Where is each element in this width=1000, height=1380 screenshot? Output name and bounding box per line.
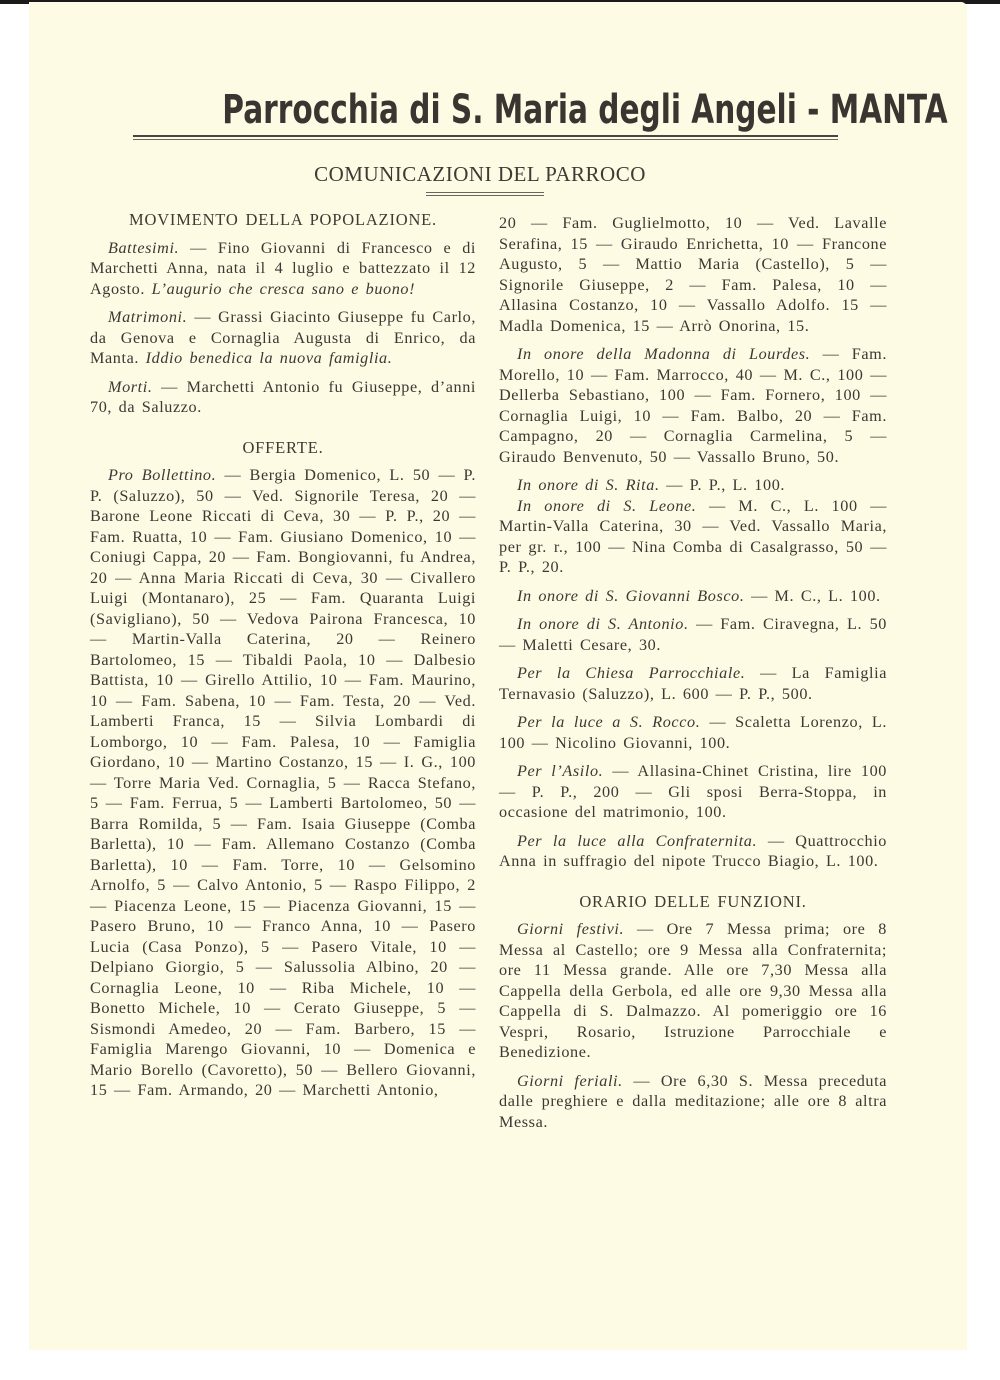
entry-lead: In onore di S. Rita. xyxy=(517,476,660,494)
entry-rocco xyxy=(499,712,887,753)
page-subtitle: COMUNICAZIONI DEL PARROCO xyxy=(314,162,646,186)
subtitle-double-rule xyxy=(426,192,544,196)
entry-lead: In onore di S. Giovanni Bosco. xyxy=(517,586,745,605)
entry-lead: Battesimi. xyxy=(108,238,180,257)
entry-lead: Giorni festivi. xyxy=(517,920,625,938)
heading-orario: ORARIO DELLE FUNZIONI. xyxy=(579,891,807,911)
entry-festivi xyxy=(499,919,887,1063)
entry-morti xyxy=(90,377,476,418)
entry-text: — M. C., L. 100 — Martin-Valla Caterina, 30 — Ved. Vassallo Maria, per gr. r., 100 — Nina Comba di Casalgrasso, 50 — P. P., 20. xyxy=(499,496,887,576)
entry-text: — Ore 7 Messa prima; ore 8 Messa al Castello; ore 9 Messa alla Confraternita; ore 11 Messa grande. Alle ore 7,30 Messa alla Cappella della Gerbola, ed alle ore 9,30 Messa alla Cappella di S. Dalmazzo. Al pomeriggio ore 16 Vespri, Rosario, Istruzione Parrocchiale e Benedizione. xyxy=(499,920,887,1061)
entry-text: — Ore 6,30 S. Messa preceduta dalle preghiere e dalla meditazione; alle ore 8 altra Messa. xyxy=(499,1071,887,1131)
section-gap xyxy=(499,880,887,892)
entry-wish: Iddio benedica la nuova famiglia. xyxy=(145,349,393,367)
entry-text: — Scaletta Lorenzo, L. 100 — Nicolino Giovanni, 100. xyxy=(499,713,887,752)
entry-lourdes xyxy=(499,344,887,467)
entry-lead: In onore della Madonna di Lourdes. xyxy=(517,345,811,363)
entry-lead: Morti. xyxy=(108,377,153,396)
entry-text: — La Famiglia Ternavasio (Saluzzo), L. 600 — P. P., 500. xyxy=(499,664,887,703)
entry-text: — Bergia Domenico, L. 50 — P. P. (Saluzzo), 50 — Ved. Signorile Teresa, 20 — Barone Leone Riccati di Ceva, 30 — P. P., 20 — Fam. Ruatta, 10 — Fam. Giusiano Domenico, 10 — Coniugi Cappa, 20 — Fam. Bongiovanni, fu Andrea, 20 — Anna Maria Riccati di Ceva, 30 — Civallero Luigi (Montanaro), 25 — Fam. Quaranta Luigi (Savigliano), 50 — Vedova Pairona Francesca, 10 — Martin-Valla Caterina, 20 — Reinero Bartolomeo, 15 — Tibaldi Paola, 10 — Dalbesio Battista, 10 — Girello Attilio, 10 — Fam. Maurino, 10 — Fam. Sabena, 10 — Fam. Testa, 20 — Ved. Lamberti Franca, 15 — Silvia Lombardi di Lomborgo, 10 — Fam. Palesa, 10 — Famiglia Giordano, 10 — Martino Costanzo, 15 — I. G., 100 — Torre Maria Ved. Cornaglia, 5 — Racca Stefano, 5 — Fam. Ferrua, 5 — Lamberti Bartolomeo, 50 — Barra Romilda, 5 — Fam. Isaia Giuseppe (Comba Barletta), 10 — Fam. Allemano Costanzo (Comba Barletta), 10 — Fam. Torre, 10 — Gelsomino Arnolfo, 5 — Calvo Antonio, 5 — Raspo Filippo, 2 — Piacenza Leone, 15 — Piacenza Giovanni, 15 — Pasero Bruno, 10 — Franco Anna, 10 — Pasero Lucia (Casa Ponzo), 5 — Pasero Vitale, 10 — Delpiano Giorgio, 5 — Salussolia Albino, 20 — Cornaglia Leone, 10 — Riba Michele, 10 — Bonetto Michele, 10 — Cerato Giuseppe, 5 — Sismondi Amedeo, 20 — Fam. Barbero, 15 — Famiglia Marengo Giovanni, 10 — Domenica e Mario Borello (Cavoretto), 50 — Bellero Giovanni, 15 — Fam. Armando, 20 — Marchetti Antonio, xyxy=(90,466,476,1099)
section-gap xyxy=(90,426,476,438)
entry-lead: Per la Chiesa Parrocchiale. xyxy=(517,664,746,682)
entry-lead: In onore di S. Leone. xyxy=(517,496,697,515)
entry-text: — M. C., L. 100. xyxy=(744,586,881,605)
entry-lead: Matrimoni. xyxy=(108,308,188,326)
page-title: Parrocchia di S. Maria degli Angeli - MANTA xyxy=(222,87,948,133)
heading-movimento: MOVIMENTO DELLA POPOLAZIONE. xyxy=(129,210,437,229)
entry-lead: Per l’Asilo. xyxy=(517,762,604,780)
entry-matrimoni xyxy=(90,307,476,369)
right-column xyxy=(499,213,887,1140)
entry-wish: L’augurio che cresca sano e buono! xyxy=(151,279,416,298)
entry-pro-bollettino xyxy=(90,465,476,1101)
entry-lead: Per la luce a S. Rocco. xyxy=(517,713,701,731)
entry-text: — Fam. Morello, 10 — Fam. Marrocco, 40 — M. C., 100 — Dellerba Sebastiano, 100 — Fam. Fornero, 100 — Cornaglia Luigi, 10 — Fam. Balbo, 20 — Fam. Campagno, 20 — Cornaglia Carmelina, 5 — Giraudo Benvenuto, 50 — Vassallo Bruno, 50. xyxy=(499,345,887,466)
entry-text: — Fam. Ciravegna, L. 50 — Maletti Cesare, 30. xyxy=(499,615,887,654)
entry-text: — Quattrocchio Anna in suffragio del nipote Trucco Biagio, L. 100. xyxy=(499,831,887,870)
entry-text: — Grassi Giacinto Giuseppe fu Carlo, da Genova e Cornaglia Augusta di Enrico, da Manta. xyxy=(90,308,476,367)
title-double-rule xyxy=(133,135,838,140)
entry-text: — Fino Giovanni di Francesco e di Marchetti Anna, nata il 4 luglio e battezzato il 12 Agosto. xyxy=(90,238,476,298)
entry-lead: Per la luce alla Confraternita. xyxy=(517,831,758,850)
entry-rita xyxy=(499,475,887,496)
entry-bosco xyxy=(499,586,887,607)
entry-chiesa xyxy=(499,663,887,704)
entry-continuation: 20 — Fam. Guglielmotto, 10 — Ved. Lavalle Serafina, 15 — Giraudo Enrichetta, 10 — Francone Augusto, 5 — Mattio Maria (Castello), 5 — Signorile Giuseppe, 2 — Fam. Palesa, 10 — Allasina Costanzo, 10 — Vassallo Adolfo. 15 — Madla Domenica, 15 — Arrò Onorina, 15. xyxy=(499,214,887,335)
entry-text: — P. P., L. 100. xyxy=(659,476,786,494)
left-column xyxy=(90,210,476,1101)
entry-lead: Giorni feriali. xyxy=(517,1071,623,1090)
entry-feriali xyxy=(499,1071,887,1133)
entry-text: — Allasina-Chinet Cristina, lire 100 — P. P., 200 — Gli sposi Berra-Stoppa, in occasione del matrimonio, 100. xyxy=(499,762,887,821)
entry-antonio xyxy=(499,614,887,655)
entry-lead: Pro Bollettino. xyxy=(108,466,217,484)
entry-confraternita xyxy=(499,831,887,872)
heading-offerte: OFFERTE. xyxy=(242,437,324,457)
entry-text: — Marchetti Antonio fu Giuseppe, d’anni 70, da Saluzzo. xyxy=(90,377,476,416)
entry-lead: In onore di S. Antonio. xyxy=(517,615,689,633)
entry-leone xyxy=(499,496,887,578)
entry-asilo xyxy=(499,761,887,823)
entry-battesimi xyxy=(90,238,476,300)
